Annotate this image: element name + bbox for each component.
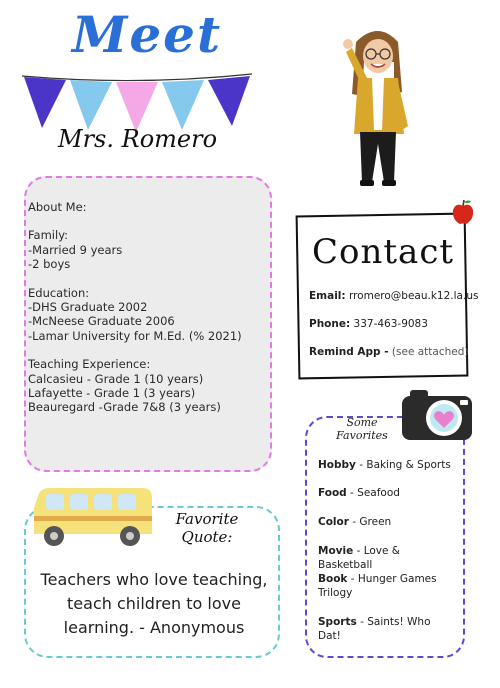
email-label: Email:: [309, 290, 346, 302]
favorites-title-line1: Some: [346, 416, 378, 429]
favorite-label: Movie: [318, 545, 354, 557]
favorite-item: [318, 572, 456, 600]
favorites-title: [330, 416, 394, 442]
family-item: -2 boys: [28, 257, 71, 272]
favorite-value: - Seafood: [350, 487, 400, 499]
favorite-item: [318, 615, 456, 643]
contact-email: [309, 290, 478, 303]
favorite-value: - Hunger Games Trilogy: [318, 573, 437, 599]
quote-text: Teachers who love teaching, teach children to love learning. - Anonymous: [40, 570, 268, 637]
education-item: -McNeese Graduate 2006: [28, 314, 175, 329]
family-item: -Married 9 years: [28, 242, 123, 257]
contact-title: Contact: [312, 232, 455, 272]
family-heading: Family:: [28, 228, 69, 243]
remind-label: Remind App -: [309, 346, 389, 358]
favorite-item: [318, 515, 456, 529]
about-me-text: [28, 200, 268, 429]
teaching-heading: Teaching Experience:: [28, 357, 151, 372]
favorite-label: Food: [318, 487, 347, 499]
school-bus: [30, 486, 156, 548]
favorite-label: Hobby: [318, 459, 356, 471]
favorite-label: Sports: [318, 616, 357, 628]
email-value: rromero@beau.k12.la.us: [348, 290, 479, 302]
teaching-item: Beauregard -Grade 7&8 (3 years): [28, 400, 221, 415]
remind-value: (see attached): [391, 346, 469, 358]
apple-icon: [450, 198, 476, 226]
quote-label-line1: Favorite: [175, 510, 239, 528]
teacher-name: Mrs. Romero: [58, 125, 218, 153]
teaching-item: Lafayette - Grade 1 (3 years): [28, 386, 196, 401]
favorites-title-line2: Favorites: [336, 429, 388, 442]
teaching-item: Calcasieu - Grade 1 (10 years): [28, 371, 204, 386]
favorite-value: - Green: [352, 516, 392, 528]
phone-label: Phone:: [309, 318, 351, 330]
favorite-item: [318, 486, 456, 500]
favorite-item: [318, 458, 456, 472]
favorite-value: - Love & Basketball: [318, 545, 400, 571]
education-item: -Lamar University for M.Ed. (% 2021): [28, 328, 242, 343]
about-heading: About Me:: [28, 200, 87, 214]
favorite-label: Color: [318, 516, 349, 528]
favorite-value: - Saints! Who Dat!: [318, 616, 431, 642]
favorite-label: Book: [318, 573, 348, 585]
education-heading: Education:: [28, 285, 90, 300]
favorite-value: - Baking & Sports: [359, 459, 451, 471]
contact-remind: [309, 346, 469, 359]
favorite-item: [318, 544, 456, 572]
education-item: -DHS Graduate 2002: [28, 300, 148, 315]
quote-label: [172, 510, 242, 546]
contact-phone: [309, 318, 428, 331]
camera-icon: [400, 384, 474, 444]
quote-label-line2: Quote:: [181, 528, 233, 546]
page-title: Meet: [72, 5, 223, 64]
teacher-avatar: [338, 22, 422, 190]
phone-value: 337-463-9083: [353, 318, 428, 330]
